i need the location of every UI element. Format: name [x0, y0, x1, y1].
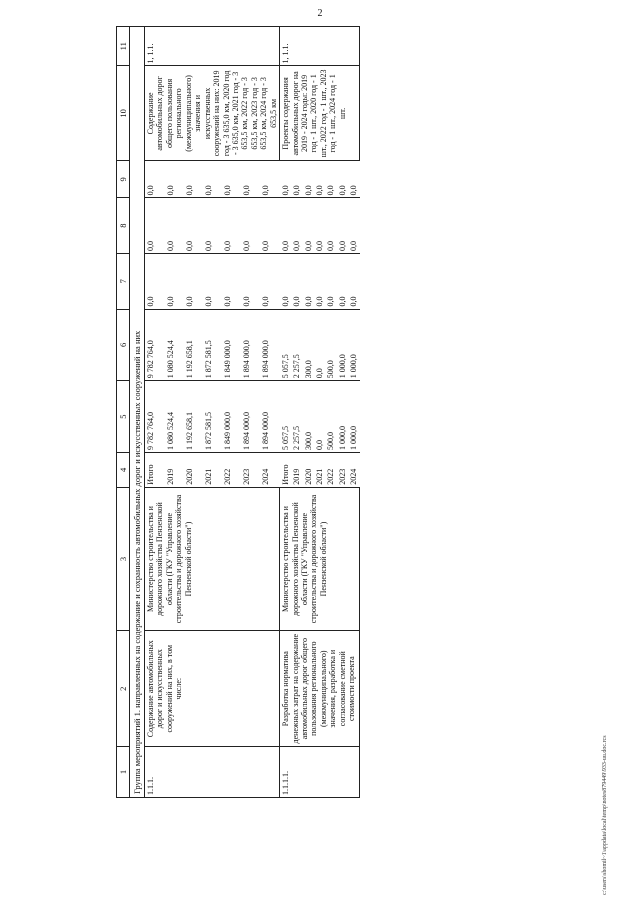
- value-cell: 0,0: [222, 161, 241, 198]
- row-result: Содержание автомобильных дорог общего пользования регионального (межмуниципального) значения и искусственных сооружений на них: 2019 год - 3 635,0 км, 2020 год - 3 635,0 км, 2021 год - 3 653,5 км, 2022 год - 3 653,5 км, 2023 год - 3 653,5 км, 2024 год - 3 653,5 км: [145, 66, 280, 161]
- column-number: 2: [117, 631, 130, 747]
- value-cell: 0,0: [291, 161, 302, 198]
- year-cell: 2021: [314, 453, 325, 488]
- row-num: 1.1.1.1.: [280, 747, 360, 798]
- value-cell: 1 849 000,0: [222, 309, 241, 381]
- value-cell: 1 000,0: [337, 309, 348, 381]
- column-number: 1: [117, 747, 130, 798]
- value-cell: 300,0: [303, 309, 314, 381]
- value-cell: 1 000,0: [337, 381, 348, 453]
- value-cell: 300,0: [303, 381, 314, 453]
- value-cell: 0,0: [280, 253, 291, 309]
- year-cell: 2021: [203, 453, 222, 488]
- column-number: 11: [117, 27, 130, 66]
- value-cell: 0,0: [325, 161, 336, 198]
- value-cell: 0,0: [337, 253, 348, 309]
- column-number: 6: [117, 309, 130, 381]
- value-cell: 0,0: [165, 161, 184, 198]
- value-cell: 1 849 000,0: [222, 381, 241, 453]
- rotated-table-container: [116, 26, 606, 798]
- year-cell: 2023: [337, 453, 348, 488]
- value-cell: 0,0: [280, 161, 291, 198]
- year-cell: 2020: [184, 453, 203, 488]
- value-cell: 5 057,5: [280, 381, 291, 453]
- value-cell: 1 872 581,5: [203, 309, 222, 381]
- group-row: [130, 27, 145, 798]
- value-cell: 1 080 524,4: [165, 381, 184, 453]
- value-cell: 0,0: [291, 253, 302, 309]
- row-link: 1, 1.1.: [145, 27, 280, 66]
- value-cell: 0,0: [314, 309, 325, 381]
- value-cell: 0,0: [325, 198, 336, 254]
- value-cell: 500,0: [325, 381, 336, 453]
- year-cell: 2019: [291, 453, 302, 488]
- value-cell: 0,0: [145, 198, 165, 254]
- value-cell: 0,0: [314, 198, 325, 254]
- value-cell: 0,0: [303, 198, 314, 254]
- value-cell: 0,0: [260, 253, 279, 309]
- value-cell: 0,0: [203, 253, 222, 309]
- value-cell: 0,0: [222, 198, 241, 254]
- value-cell: 0,0: [241, 253, 260, 309]
- value-cell: 0,0: [291, 198, 302, 254]
- column-number-row: [117, 27, 130, 798]
- year-cell: 2019: [165, 453, 184, 488]
- value-cell: 0,0: [348, 161, 359, 198]
- value-cell: 0,0: [280, 198, 291, 254]
- value-cell: 0,0: [184, 198, 203, 254]
- value-cell: 0,0: [203, 198, 222, 254]
- value-cell: 0,0: [260, 198, 279, 254]
- group-label: Группа мероприятий 1. направленных на содержание и сохранность автомобильных дорог и искусственных сооружений на них: [130, 27, 145, 798]
- year-cell: 2024: [260, 453, 279, 488]
- row-result: Проекты содержания автомобильных дорог на 2019 - 2024 годы: 2019 год - 1 шт., 2020 год - 1 шт., 2022 год - 1 шт., 2023 год - 1 шт., 2024 год - 1 шт.: [280, 66, 360, 161]
- value-cell: 0,0: [203, 161, 222, 198]
- row-executor: Министерство строительства и дорожного хозяйства Пензенской области (ГКУ "Управление строительства и дорожного хозяйства Пензенской области"): [280, 487, 360, 631]
- value-cell: 0,0: [145, 253, 165, 309]
- table-row: [280, 27, 291, 798]
- column-number: 10: [117, 66, 130, 161]
- year-cell: 2022: [222, 453, 241, 488]
- row-executor: Министерство строительства и дорожного хозяйства Пензенской области (ГКУ "Управление строительства и дорожного хозяйства Пензенской области"): [145, 487, 280, 631]
- year-cell: 2024: [348, 453, 359, 488]
- value-cell: 0,0: [184, 253, 203, 309]
- value-cell: 0,0: [165, 198, 184, 254]
- value-cell: 9 782 764,0: [145, 309, 165, 381]
- value-cell: 0,0: [303, 253, 314, 309]
- column-number: 7: [117, 253, 130, 309]
- year-cell: 2023: [241, 453, 260, 488]
- value-cell: 500,0: [325, 309, 336, 381]
- value-cell: 0,0: [337, 161, 348, 198]
- column-number: 3: [117, 487, 130, 631]
- value-cell: 0,0: [241, 198, 260, 254]
- value-cell: 0,0: [314, 381, 325, 453]
- value-cell: 0,0: [241, 161, 260, 198]
- row-num: 1.1.1.: [145, 747, 280, 798]
- row-name: Разработка норматива денежных затрат на содержание автомобильных дорог общего пользования регионального (межмуниципального) значения, разработка и согласование сметной стоимости проекта: [280, 631, 360, 747]
- value-cell: 1 192 658,1: [184, 381, 203, 453]
- value-cell: 1 894 000,0: [260, 381, 279, 453]
- column-number: 5: [117, 381, 130, 453]
- value-cell: 1 080 524,4: [165, 309, 184, 381]
- value-cell: 0,0: [303, 161, 314, 198]
- row-name: Содержание автомобильных дорог и искусственных сооружений на них, в том числе:: [145, 631, 280, 747]
- column-number: 9: [117, 161, 130, 198]
- table-row: [145, 27, 165, 798]
- value-cell: 1 872 581,5: [203, 381, 222, 453]
- value-cell: 0,0: [222, 253, 241, 309]
- value-cell: 0,0: [184, 161, 203, 198]
- row-link: 1, 1.1.: [280, 27, 360, 66]
- year-cell: Итого: [145, 453, 165, 488]
- value-cell: 1 000,0: [348, 381, 359, 453]
- value-cell: 5 057,5: [280, 309, 291, 381]
- value-cell: 0,0: [348, 198, 359, 254]
- file-path-footer: c:\users\shomil~1\appdata\local\temp\notes879449\933-uu.doc.rcs: [602, 735, 608, 895]
- year-cell: 2022: [325, 453, 336, 488]
- value-cell: 9 782 764,0: [145, 381, 165, 453]
- value-cell: 1 192 658,1: [184, 309, 203, 381]
- value-cell: 2 257,5: [291, 381, 302, 453]
- value-cell: 0,0: [260, 161, 279, 198]
- value-cell: 0,0: [314, 253, 325, 309]
- value-cell: 0,0: [314, 161, 325, 198]
- program-measures-table: [116, 26, 360, 798]
- value-cell: 1 894 000,0: [260, 309, 279, 381]
- value-cell: 1 000,0: [348, 309, 359, 381]
- page-number: 2: [317, 8, 323, 19]
- column-number: 4: [117, 453, 130, 488]
- year-cell: Итого: [280, 453, 291, 488]
- value-cell: 1 894 000,0: [241, 381, 260, 453]
- year-cell: 2020: [303, 453, 314, 488]
- value-cell: 0,0: [165, 253, 184, 309]
- value-cell: 0,0: [348, 253, 359, 309]
- value-cell: 1 894 000,0: [241, 309, 260, 381]
- value-cell: 2 257,5: [291, 309, 302, 381]
- value-cell: 0,0: [337, 198, 348, 254]
- value-cell: 0,0: [325, 253, 336, 309]
- column-number: 8: [117, 198, 130, 254]
- value-cell: 0,0: [145, 161, 165, 198]
